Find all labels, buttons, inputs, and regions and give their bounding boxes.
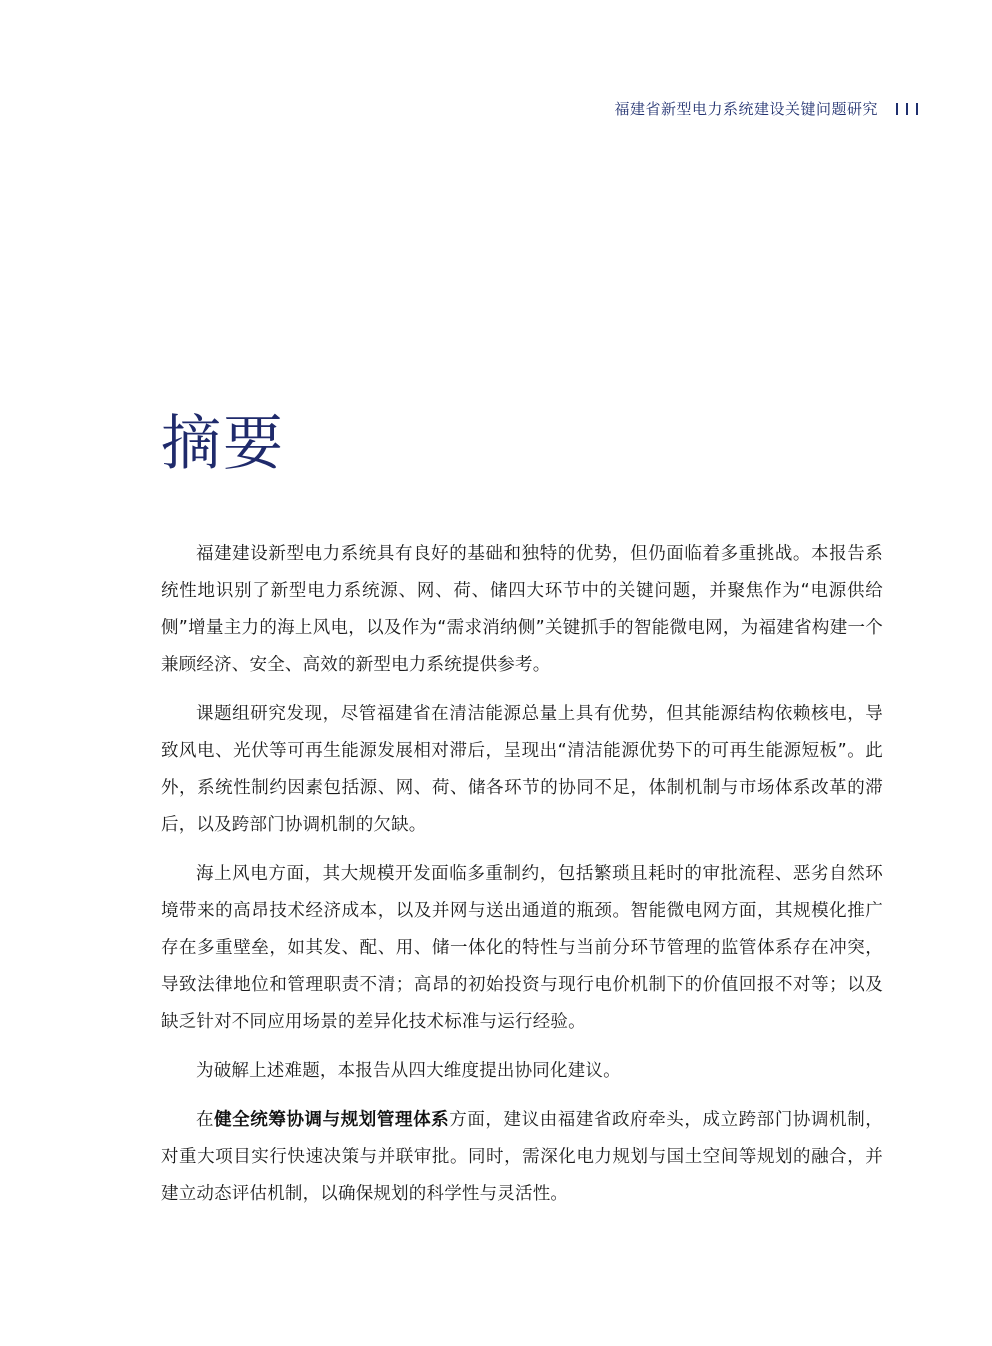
running-header-title: 福建省新型电力系统建设关键问题研究 (614, 100, 878, 118)
abstract-paragraph: 海上风电方面，其大规模开发面临多重制约，包括繁琐且耗时的审批流程、恶劣自然环境带来的高昂技术经济成本，以及并网与送出通道的瓶颈。智能微电网方面，其规模化推广存在多重壁垒，如其发、配、用、储一体化的特性与当前分环节管理的监管体系存在冲突，导致法律地位和管理职责不清；高昂的初始投资与现行电价机制下的价值回报不对等；以及缺乏针对不同应用场景的差异化技术标准与运行经验。 (161, 864, 883, 1032)
page-marker-icon (896, 103, 918, 115)
page-marker-bar (896, 103, 898, 115)
running-header (614, 98, 918, 119)
page-marker-bar (906, 103, 908, 115)
page-marker-bar (916, 103, 918, 115)
abstract-paragraph: 课题组研究发现，尽管福建省在清洁能源总量上具有优势，但其能源结构依赖核电，导致风电、光伏等可再生能源发展相对滞后，呈现出“清洁能源优势下的可再生能源短板”。此外，系统性制约因素包括源、网、荷、储各环节的协同不足，体制机制与市场体系改革的滞后，以及跨部门协调机制的欠缺。 (161, 704, 883, 835)
paragraph-prefix: 在 (196, 1110, 215, 1130)
abstract-body (161, 536, 883, 1225)
bold-keyword: 健全统筹协调与规划管理体系 (214, 1110, 450, 1130)
page-title: 摘要 (161, 409, 285, 479)
abstract-paragraph: 为破解上述难题，本报告从四大维度提出协同化建议。 (196, 1061, 621, 1081)
abstract-paragraph (161, 1102, 883, 1213)
abstract-paragraph: 福建建设新型电力系统具有良好的基础和独特的优势，但仍面临着多重挑战。本报告系统性地识别了新型电力系统源、网、荷、储四大环节中的关键问题，并聚焦作为“电源供给侧”增量主力的海上风电，以及作为“需求消纳侧”关键抓手的智能微电网，为福建省构建一个兼顾经济、安全、高效的新型电力系统提供参考。 (161, 544, 883, 675)
paragraph-text: 方面，建议由福建省政府牵头，成立跨部门协调机制，对重大项目实行快速决策与并联审批。同时，需深化电力规划与国土空间等规划的融合，并建立动态评估机制，以确保规划的科学性与灵活性。 (161, 1110, 883, 1204)
